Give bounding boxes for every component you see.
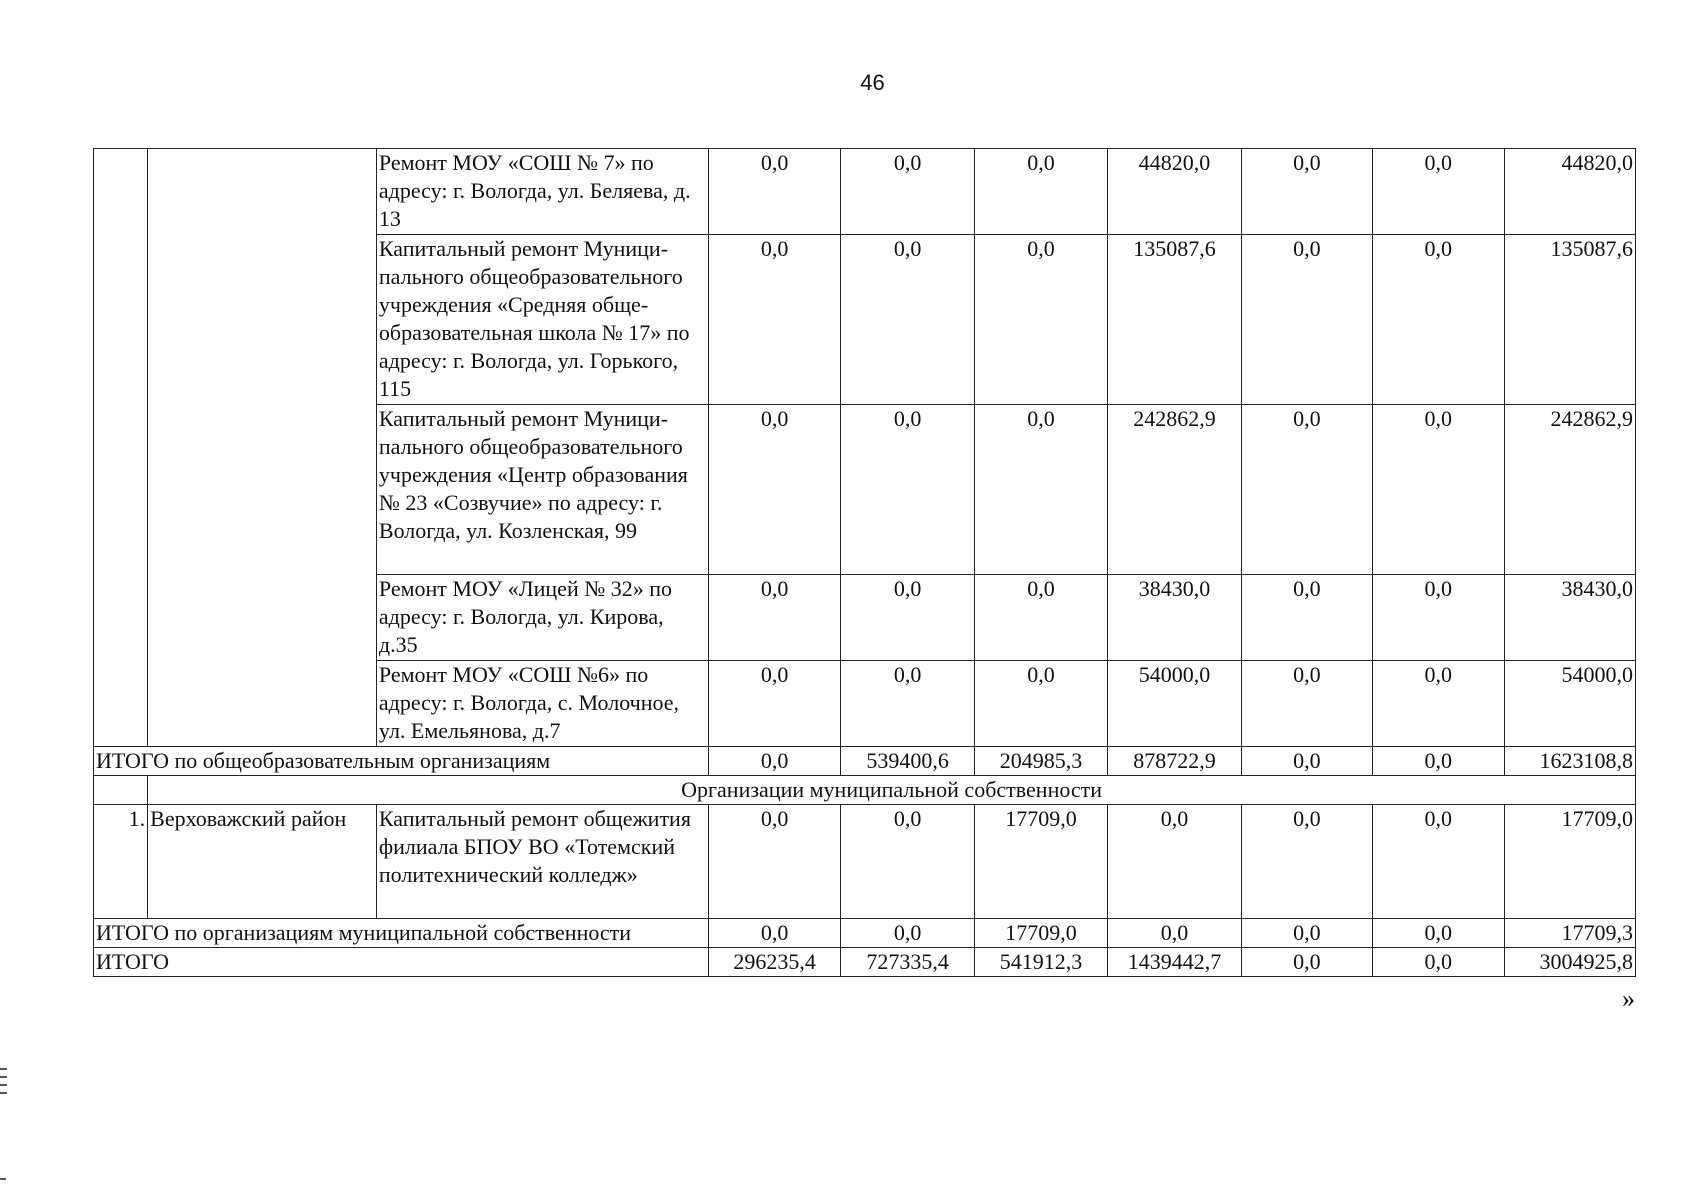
- value-cell: 0,0: [1373, 805, 1504, 919]
- section-header-row: [94, 776, 1636, 805]
- value-cell: 727335,4: [841, 948, 974, 977]
- value-cell: 0,0: [1373, 747, 1504, 776]
- row-total-cell: 44820,0: [1504, 149, 1636, 235]
- value-cell: 0,0: [708, 747, 840, 776]
- value-cell: 296235,4: [708, 948, 840, 977]
- row-index: 1.: [94, 805, 148, 919]
- value-cell: 0,0: [841, 661, 974, 747]
- value-cell: 0,0: [1373, 661, 1504, 747]
- grand-total-label: ИТОГО: [94, 948, 709, 977]
- subtotal-row: [94, 919, 1636, 948]
- row-total-cell: 3004925,8: [1504, 948, 1636, 977]
- value-cell: 44820,0: [1108, 149, 1241, 235]
- row-total-cell: 17709,0: [1504, 805, 1636, 919]
- scan-margin-dash: [0, 1178, 6, 1180]
- budget-table: [93, 148, 1636, 977]
- section-spacer-cell: [94, 776, 148, 805]
- value-cell: 0,0: [708, 661, 840, 747]
- object-description: Ремонт МОУ «Лицей № 32» по адресу: г. Вологда, ул. Кирова, д.35: [376, 575, 708, 661]
- value-cell: 54000,0: [1108, 661, 1241, 747]
- page-number: 46: [860, 70, 885, 95]
- object-description: Капитальный ремонт Муниципального общеобразовательного учреждения «Средняя общеобразовательная школа № 17» по адресу: г. Вологда, ул. Горького, 115: [376, 235, 708, 405]
- value-cell: 0,0: [708, 149, 840, 235]
- value-cell: 0,0: [974, 661, 1107, 747]
- object-description: Капитальный ремонт общежития филиала БПОУ ВО «Тотемский политехнический колледж»: [376, 805, 708, 919]
- row-total-cell: 54000,0: [1504, 661, 1636, 747]
- value-cell: 0,0: [841, 805, 974, 919]
- value-cell: 0,0: [1241, 747, 1372, 776]
- value-cell: 541912,3: [974, 948, 1107, 977]
- value-cell: 0,0: [974, 149, 1107, 235]
- value-cell: 135087,6: [1108, 235, 1241, 405]
- value-cell: 0,0: [1373, 405, 1504, 575]
- value-cell: 0,0: [1108, 805, 1241, 919]
- row-total-cell: 242862,9: [1504, 405, 1636, 575]
- value-cell: 878722,9: [1108, 747, 1241, 776]
- row-total-cell: 1623108,8: [1504, 747, 1636, 776]
- value-cell: 0,0: [1373, 948, 1504, 977]
- value-cell: 0,0: [841, 235, 974, 405]
- value-cell: 0,0: [841, 405, 974, 575]
- value-cell: 0,0: [841, 149, 974, 235]
- value-cell: 0,0: [1241, 149, 1372, 235]
- value-cell: 0,0: [1241, 661, 1372, 747]
- object-description: Капитальный ремонт Муниципального общеобразовательного учреждения «Центр образования № 23 «Созвучие» по адресу: г. Вологда, ул. Козленская, 99: [376, 405, 708, 575]
- value-cell: 0,0: [708, 235, 840, 405]
- value-cell: 0,0: [1241, 948, 1372, 977]
- value-cell: 1439442,7: [1108, 948, 1241, 977]
- value-cell: 0,0: [974, 575, 1107, 661]
- value-cell: 0,0: [1108, 919, 1241, 948]
- value-cell: 0,0: [1241, 405, 1372, 575]
- table-row: [94, 805, 1636, 919]
- section-title: Организации муниципальной собственности: [148, 776, 1636, 805]
- value-cell: 0,0: [1373, 235, 1504, 405]
- value-cell: 17709,0: [974, 805, 1107, 919]
- object-description: Ремонт МОУ «СОШ № 7» по адресу: г. Вологда, ул. Беляева, д. 13: [376, 149, 708, 235]
- index-cell: [94, 149, 148, 747]
- value-cell: 0,0: [708, 919, 840, 948]
- object-description: Ремонт МОУ «СОШ №6» по адресу: г. Вологда, с. Молочное, ул. Емельянова, д.7: [376, 661, 708, 747]
- value-cell: 0,0: [974, 235, 1107, 405]
- grand-total-row: [94, 948, 1636, 977]
- value-cell: 0,0: [1241, 235, 1372, 405]
- value-cell: 539400,6: [841, 747, 974, 776]
- value-cell: 242862,9: [1108, 405, 1241, 575]
- closing-quote-mark: »: [1622, 984, 1635, 1013]
- value-cell: 204985,3: [974, 747, 1107, 776]
- scan-margin-marks: [0, 1068, 8, 1106]
- value-cell: 0,0: [841, 575, 974, 661]
- value-cell: 0,0: [708, 405, 840, 575]
- subtotal-label: ИТОГО по общеобразовательным организациям: [94, 747, 709, 776]
- value-cell: 0,0: [1241, 805, 1372, 919]
- value-cell: 0,0: [1373, 149, 1504, 235]
- table-row: [94, 149, 1636, 235]
- value-cell: 0,0: [974, 405, 1107, 575]
- row-total-cell: 135087,6: [1504, 235, 1636, 405]
- district-cell: [148, 149, 377, 747]
- value-cell: 0,0: [1241, 919, 1372, 948]
- value-cell: 0,0: [841, 919, 974, 948]
- row-total-cell: 38430,0: [1504, 575, 1636, 661]
- value-cell: 0,0: [1241, 575, 1372, 661]
- value-cell: 0,0: [1373, 575, 1504, 661]
- value-cell: 38430,0: [1108, 575, 1241, 661]
- row-total-cell: 17709,3: [1504, 919, 1636, 948]
- district-name: Верховажский район: [148, 805, 377, 919]
- value-cell: 0,0: [708, 805, 840, 919]
- value-cell: 17709,0: [974, 919, 1107, 948]
- subtotal-label: ИТОГО по организациям муниципальной собственности: [94, 919, 709, 948]
- value-cell: 0,0: [708, 575, 840, 661]
- subtotal-row: [94, 747, 1636, 776]
- value-cell: 0,0: [1373, 919, 1504, 948]
